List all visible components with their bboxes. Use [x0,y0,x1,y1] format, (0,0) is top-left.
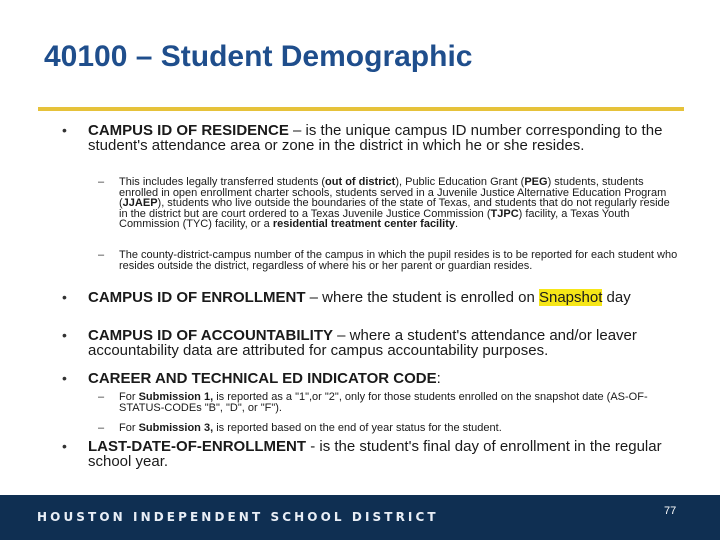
subbullet-text: . [455,218,459,231]
subbullet-county-district-campus [98,249,679,272]
subbullet-text: ) facility, a Texas Youth Commission (TYC) facility, or a [119,207,630,231]
bullet-marker: • [62,438,67,454]
subbullet-marker: – [98,249,105,261]
bullet-marker: • [62,289,67,305]
subbullet-submission-3 [98,422,679,434]
subbullet-keyword: JJAEP [122,197,158,210]
subbullet-submission-1 [98,391,679,414]
bullet-marker: • [62,122,67,138]
subbullet-keyword: Submission 3, [138,422,214,434]
bullet-text: : [436,370,441,387]
bullet-keyword: CAMPUS ID OF ACCOUNTABILITY [88,327,333,344]
bullet-text: - is the student's final day of enrollment in the regular school year. [88,438,662,470]
subbullet-text: This includes legally transferred students ( [119,176,326,188]
bullet-marker: • [62,370,67,386]
bullet-text: – where the student is enrolled on [305,289,539,306]
title-divider [38,107,684,111]
bullet-career-technical-ed [62,370,682,387]
subbullet-text: ), students who live outside the boundaries of the state of Texas, and students that do not regularly reside in the district but are court ordered to a Texas Juvenile Justice Commission ( [119,197,670,220]
slide-title: 40100 – Student Demographic [44,40,473,73]
bullet-text: – is the unique campus ID number corresponding to the student's attendance area or zone in the district in which he or she resides. [88,122,663,154]
subbullet-keyword: residential treatment center facility [272,218,456,231]
subbullet-text: ) students, students enrolled in open enrollment charter schools, students served in a Juvenile Justice Alternative Education Program ( [119,176,667,210]
subbullet-text: The county-district-campus number of the campus in which the pupil resides is to be reported for each student who resides outside the district, regardless of where his or her parent or guardian resides. [119,249,678,272]
highlighted-term: Snapshot [538,289,603,306]
bullet-last-date-of-enrollment [62,438,682,470]
district-name: HOUSTON INDEPENDENT SCHOOL DISTRICT [37,510,439,524]
page-number: 77 [664,505,677,517]
subbullet-marker: – [98,422,105,434]
bullet-marker: • [62,327,67,343]
bullet-keyword: CAREER AND TECHNICAL ED INDICATOR CODE [88,370,437,387]
subbullet-text: is reported as a "1",or "2", only for those students enrolled on the snapshot date (AS-OF-STATUS-CODEs "B", "D", or "F"). [119,391,648,414]
subbullet-text: For [119,422,139,434]
subbullet-keyword: PEG [524,176,548,188]
bullet-campus-id-of-residence [62,122,682,154]
subbullet-keyword: Submission 1, [138,391,214,403]
bullet-keyword: CAMPUS ID OF ENROLLMENT [88,289,306,306]
bullet-text: day [602,289,631,306]
bullet-campus-id-of-enrollment [62,289,682,306]
subbullet-keyword: out of district [325,176,396,188]
subbullet-residence-includes [98,176,679,231]
subbullet-text: is reported based on the end of year status for the student. [213,422,502,434]
bullet-keyword: LAST-DATE-OF-ENROLLMENT [88,438,307,455]
bullet-campus-id-of-accountability [62,327,682,359]
subbullet-text: For [119,391,139,403]
bullet-keyword: CAMPUS ID OF RESIDENCE [88,122,289,139]
subbullet-marker: – [98,176,105,188]
subbullet-text: ), Public Education Grant ( [395,176,525,188]
subbullet-marker: – [98,391,105,403]
footer-bar [0,495,720,540]
bullet-text: – where a student's attendance and/or leaver accountability data are attributed for campus accountability purposes. [88,327,637,359]
subbullet-keyword: TJPC [490,207,519,220]
